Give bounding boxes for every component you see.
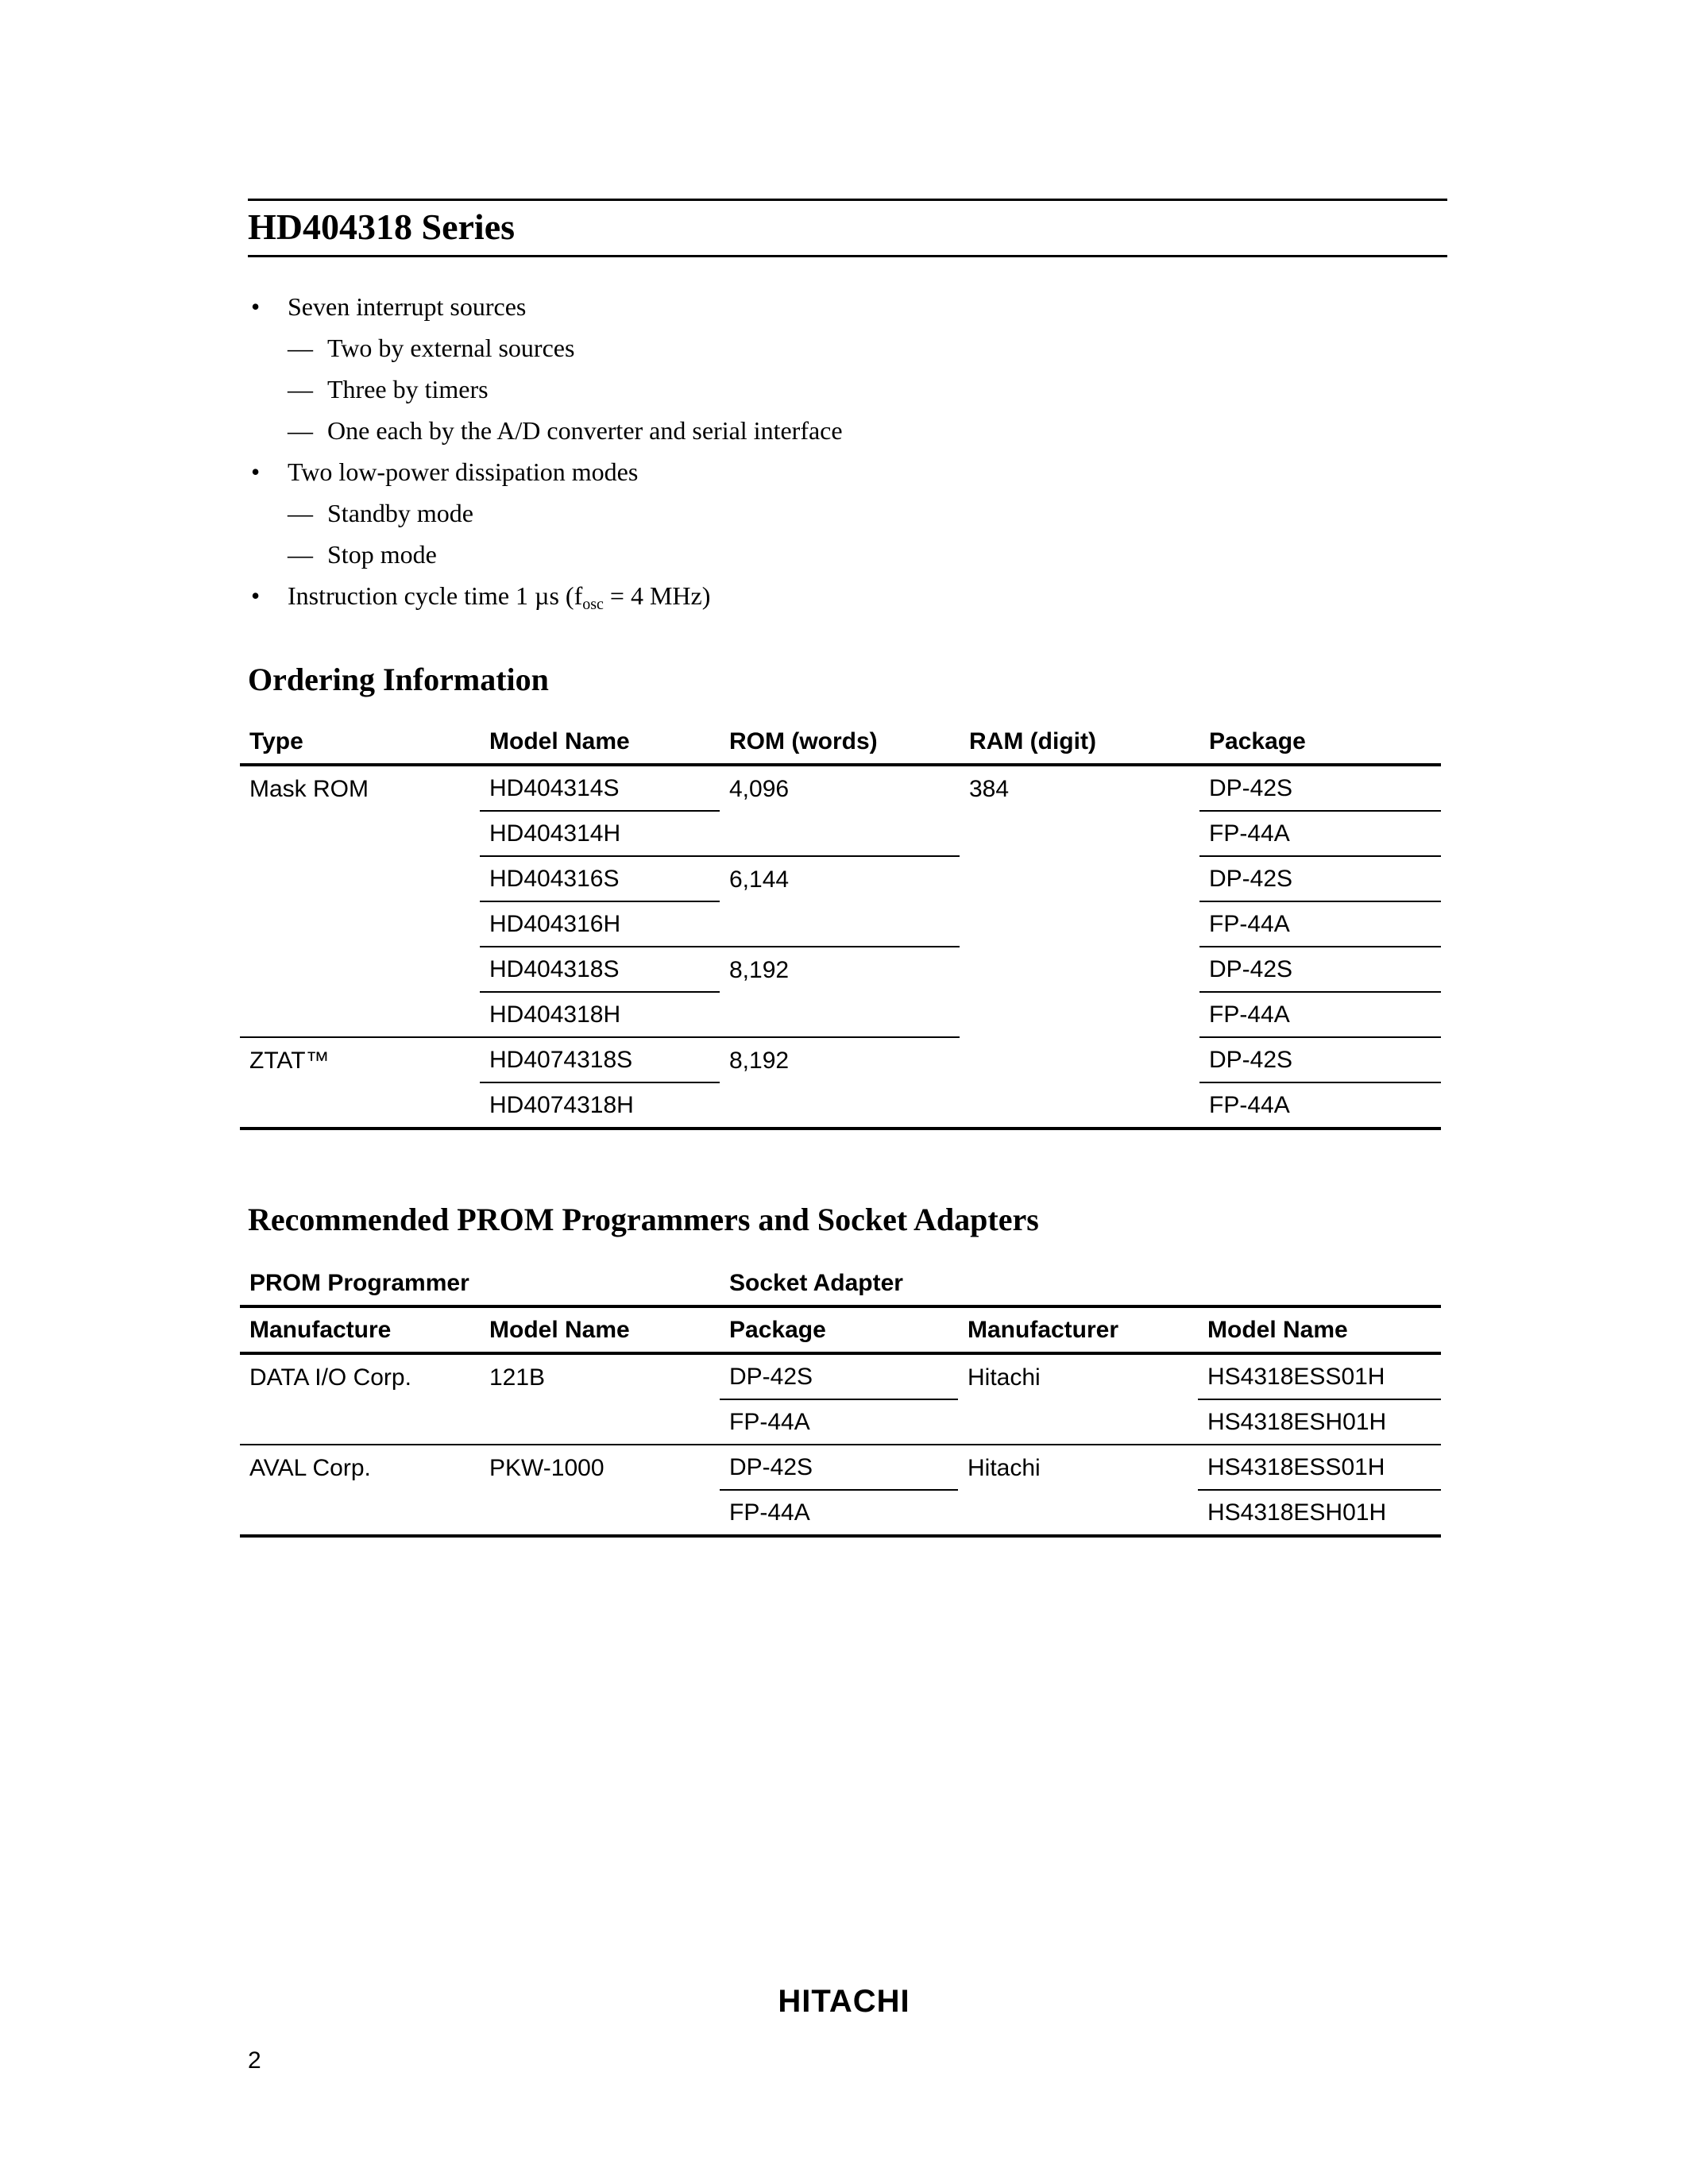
package-cell: DP-42S: [1199, 1037, 1441, 1082]
column-header: Type: [249, 727, 303, 754]
rom-cell: 8,192: [720, 947, 960, 1037]
package-cell: FP-44A: [1199, 1082, 1441, 1129]
ordering-title: Ordering Information: [248, 662, 549, 697]
table-row: [240, 765, 1441, 811]
column-header: Manufacture: [249, 1316, 392, 1343]
feature-list: [248, 286, 1439, 616]
package-cell: DP-42S: [1199, 856, 1441, 901]
group-header-programmer: PROM Programmer: [249, 1269, 469, 1296]
model-cell: HD404314S: [489, 774, 620, 801]
package-cell: DP-42S: [1199, 947, 1441, 992]
instruction-cycle-text: Instruction cycle time 1 µs ($f_{osc} = 4$ MHz): [288, 581, 711, 613]
list-item: [248, 575, 1439, 616]
manufacture-cell: AVAL Corp.: [249, 1455, 371, 1481]
list-item: — Two by external sources: [248, 327, 1439, 369]
adapter-model-cell: HS4318ESH01H: [1198, 1399, 1441, 1445]
list-item: — Stop mode: [248, 534, 1439, 575]
package-cell: FP-44A: [1199, 811, 1441, 856]
dash-icon: —: [288, 540, 313, 569]
bullet-icon: •: [251, 581, 261, 610]
dash-icon: —: [288, 334, 313, 362]
list-item: • Two low-power dissipation modes: [248, 451, 1439, 492]
column-header: Package: [729, 1316, 826, 1343]
hitachi-logo: HITACHI: [778, 1984, 910, 2019]
column-header: RAM (digit): [969, 727, 1096, 754]
table-header-row: [240, 720, 1441, 765]
dash-icon: —: [288, 416, 313, 445]
adapter-manufacturer-cell: Hitachi: [968, 1364, 1041, 1391]
package-cell: DP-42S: [1209, 774, 1293, 801]
adapter-model-cell: HS4318ESH01H: [1198, 1490, 1441, 1536]
model-cell: HD404318S: [480, 947, 720, 992]
model-cell: HD404316S: [480, 856, 720, 901]
package-cell: FP-44A: [720, 1399, 958, 1445]
list-item: — Standby mode: [248, 492, 1439, 534]
ordering-table: [240, 720, 1441, 1130]
model-cell: HD404314H: [480, 811, 720, 856]
dash-icon: —: [288, 499, 313, 527]
bullet-icon: •: [251, 292, 261, 321]
group-header-socket: Socket Adapter: [729, 1269, 903, 1296]
column-header: Manufacturer: [968, 1316, 1119, 1343]
table-row: [240, 1037, 1441, 1082]
table-row: [240, 1353, 1441, 1399]
list-item: — Three by timers: [248, 369, 1439, 410]
column-header: Model Name: [489, 727, 630, 754]
table-group-header-row: [240, 1261, 1441, 1306]
adapter-model-cell: HS4318ESS01H: [1207, 1453, 1385, 1480]
rom-cell: 4,096: [729, 776, 790, 802]
page-number: 2: [248, 2047, 261, 2074]
ram-cell: 384: [969, 776, 1010, 802]
page-title-bar: [248, 199, 1447, 257]
rom-cell: 8,192: [720, 1037, 960, 1129]
manufacture-cell: DATA I/O Corp.: [249, 1364, 411, 1391]
package-cell: FP-44A: [1199, 901, 1441, 947]
model-cell: PKW-1000: [489, 1455, 605, 1481]
column-header: Package: [1209, 727, 1306, 754]
package-cell: FP-44A: [1199, 992, 1441, 1037]
column-header: Model Name: [1207, 1316, 1348, 1343]
table-header-row: [240, 1306, 1441, 1353]
adapter-manufacturer-cell: Hitachi: [968, 1455, 1041, 1481]
list-item: — One each by the A/D converter and serial interface: [248, 410, 1439, 451]
adapter-model-cell: HS4318ESS01H: [1207, 1363, 1385, 1390]
package-cell: DP-42S: [729, 1453, 813, 1480]
type-cell: ZTAT™: [240, 1037, 480, 1129]
prom-title: Recommended PROM Programmers and Socket Adapters: [248, 1202, 1039, 1237]
package-cell: FP-44A: [720, 1490, 958, 1536]
column-header: ROM (words): [729, 727, 878, 754]
prom-table: [240, 1261, 1441, 1538]
page-title: HD404318 Series: [248, 206, 516, 247]
bullet-icon: •: [251, 457, 261, 486]
model-cell: HD4074318S: [480, 1037, 720, 1082]
column-header: Model Name: [489, 1316, 630, 1343]
model-cell: HD4074318H: [480, 1082, 720, 1129]
model-cell: HD404318H: [480, 992, 720, 1037]
type-cell: Mask ROM: [249, 776, 369, 802]
table-row: [240, 1445, 1441, 1490]
list-item: • Seven interrupt sources: [248, 286, 1439, 327]
rom-cell: 6,144: [720, 856, 960, 947]
model-cell: HD404316H: [480, 901, 720, 947]
dash-icon: —: [288, 375, 313, 403]
package-cell: DP-42S: [729, 1363, 813, 1390]
model-cell: 121B: [489, 1364, 546, 1391]
